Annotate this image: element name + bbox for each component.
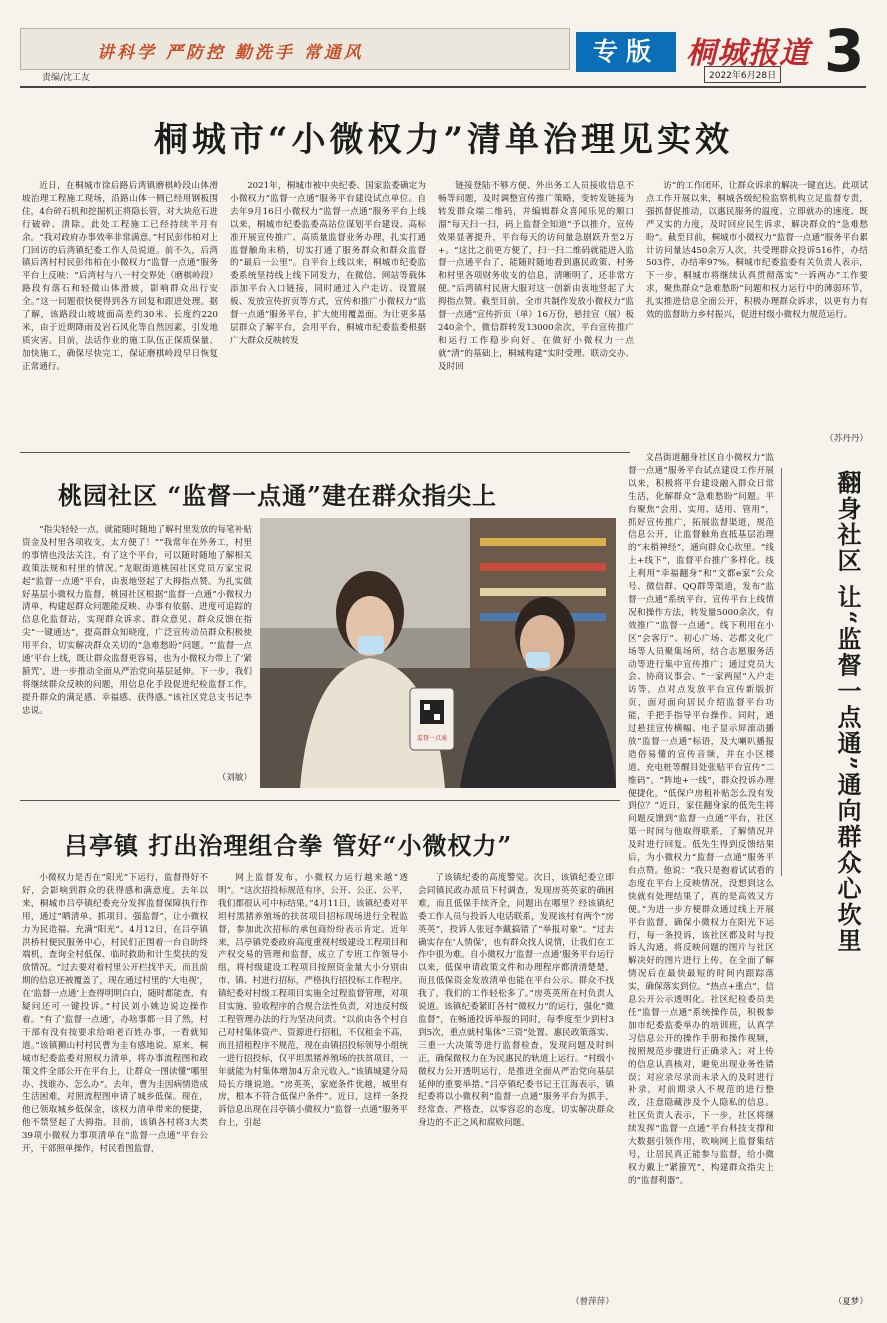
issue-date: 2022年6月28日: [704, 66, 781, 83]
story1-col4: 访”的工作闭环，让群众诉求的解决一键直达。此项试点工作开展以来，桐城各级纪检监察机构立足监督专责，强抓督促推动，以惠民服务的温度、立即就办的速度、既严又实的力度，及时回应民生诉求，解决群众的“急难愁盼”。截至目前，桐城市小微权力“监督一点通”服务平台累计访问量达450余万人次，共受理群众投诉516件，办结503件，办结率97%。桐城市纪委监委有关负责人表示，下一步，桐城市将继续认真贯彻落实“一诉两办”工作要求，聚焦群众“急难愁盼”问题和权力运行中的薄弱环节，扎实推进信息全面公开，积极办理群众诉求，以更有力有效的监督助力乡村振兴，促进村级小微权力规范运行。: [646, 181, 868, 321]
story4-headline: 翻身社区 让“监督一点通”通向群众心坎里: [833, 470, 862, 954]
photo-illustration: [260, 518, 616, 788]
story3-col1: 小微权力是否在“阳光”下运行，监督得好不好，会影响到群众的获得感和满意度。去年以来，桐城市吕亭镇纪委充分发挥监督保障执行作用，通过“晒清单、抓项目、强监督”，让小微权力为民造福、充满“阳光”。4月12日，在吕亭镇洪桥村便民服务中心，村民们正围着一台自助终端机，查询全村低保、临时救助和计生奖扶的发放情况。“过去要对着村里公开栏找半天，而且前期的信息还被覆盖了，现在通过村里的‘大电视’，在‘监督一点通’上查得明明白白，随时都能查，有疑问还可一键投诉。”村民刘小姚边说边操作着。“有了‘监督一点通’，办啥事都一目了然，村干部有没有按要求给咱老百姓办事，一看就知道。”该镇狮山村村民曹为圭有感地说。原来，桐城市纪委监委对照权力清单，将办事流程图和政策文件全部公开在平台上，让群众一图读懂“哪里办、找谁办、怎么办”。去年，曹为圭因病情造成生活困难，对照流程图申请了城乡低保。现在，他已领取城乡低保金，该权力清单带来的便捷，他不禁竖起了大拇指。目前，该镇各村将3大类39项小微权力事项清单在“监督一点通”平台公开，干部照单操作，村民看图监督，: [22, 873, 208, 1155]
vertical-divider: [781, 468, 782, 876]
story2-body: “指尖轻轻一点，就能随时随地了解村里发放的每笔补贴资金及村里各项收支，太方便了！”“我常年在外务工，村里的事情也没法关注，有了这个平台，可以随时随地了解相关政策法规和村里的情况。”龙眠街道桃园社区党员万家宝说起“监督一点通”平台，由衷地竖起了大拇指点赞。为扎实做好基层小微权力监督，桃园社区根据“监督一点通”小微权力清单，构建起群众问题能反映、办事有依据、进度可追踪的信息化监督站，实现群众诉求、群众意见、群众反馈在指尖“一键通达”，提高群众知晓度，广泛宣传动员群众积极使用平台，切实解决群众关切的“急难愁盼”问题。“‘监督一点通’平台上线，既让群众监督更容易，也为小微权力带上了‘紧箍咒’，进一步推动全面从严治党向基层延伸。下一步，我们将继续群众反映的问题，用信息化手段促进纪检监督工作，提升群众的满足感、幸福感、获得感。”该社区党总支书记李忠说。: [22, 525, 252, 716]
header-rule: [20, 86, 866, 88]
slogan-banner: [20, 28, 570, 70]
story3-headline: 吕亭镇 打出治理组合拳 管好“小微权力”: [64, 831, 513, 860]
story2-byline: （刘敏）: [217, 773, 252, 783]
slogan-text: 讲科学 严防控 勤洗手 常通风: [97, 43, 364, 63]
story3-byline: （曾萍萍）: [571, 1297, 614, 1307]
story2-headline: 桃园社区 “监督一点通”建在群众指尖上: [58, 481, 497, 510]
photo-board-text: 监督一点通: [416, 735, 448, 742]
news-photo: [260, 518, 616, 788]
section-label: 专版: [576, 32, 676, 72]
story3-col3: 了该镇纪委的高度警觉。次日，该镇纪委立即会同镇民政办派员下村调查，发现房英英家的确困难，而且低保手续齐全，问题出在哪里？经该镇纪委工作人员与投诉人电话联系，发现该村有两个“房英英”，投诉人张冠李戴搞错了“举报对象”。“过去确实存在‘人情保’，也有群众找人说情，让我们在工作中很为难。自小微权力‘监督一点通’服务平台运行以来，低保申请政策文件和办理程序都清清楚楚，而且低保资金发放清单也能在平台公示。群众不找我了，我们的工作轻松多了。”房英英所在村负责人说道。该镇纪委紧盯各村“微权力”的运行，强化“微监督”，在畅通投诉举报的同时，每季度至少到村3到5次，重点就村集体“三资”处置、惠民政策落实、三重一大决策等进行监督检查，发现问题及时纠正，确保微权力在为民惠民的轨道上运行。“村级小微权力公开透明运行，是推进全面从严治党向基层延伸的重要举措。”吕亭镇纪委书记王江海表示，镇纪委将以小微权利“监督一点通”服务平台为抓手，经常查、严格查，以零容忍的态度，切实解决群众身边的不正之风和腐败问题。: [418, 873, 614, 1129]
story4-byline: （夏梦）: [833, 1297, 868, 1307]
story1-byline: （苏丹丹）: [825, 434, 868, 444]
story1-col1: 近日，在桐城市徐后路后湾镇磨棋岭段山体滑坡治理工程施工现场，沿路山体一侧已经用钢板围住，4台碎石机和挖掘机正将隐长管，对大块危石进行破碎、清除。此处工程施工已经持续半月有余。“我对政府办事效率非常满意。”村民彭伟柏对上门回访的后湾镇纪委工作人员说道。前不久，后湾镇后湾村村民彭伟柏在小微权力“监督一点通”服务平台上反映：“后湾村与八一村交界处（磨棋岭段）路段有落石和轻微山体滑坡，影响群众出行安全。”这一问题很快便得到各方回复和跟进处理。据了解，该路段山坡坡面高差约30米、长度约220米，由于近期降雨及岩石风化等自然因素，引发地质灾害。目前，法话作业的施工队伍正保质保量、加快施工，确保尽快完工，保证磨棋岭段早日恢复正常通行。: [22, 181, 218, 372]
story1-col2: 2021年，桐城市被中央纪委、国家监委确定为小微权力“监督一点通”服务平台建设试点单位。自去年9月16日小微权力“监督一点通”服务平台上线以来，桐城市纪委监委高站位谋划平台建设、高标准开展宣传推广、高质量监督业务办理，扎实打通监督触角末梢，切实打通了服务群众和群众监督的“最后一公里”。自平台上线以来，桐城市纪委监委系统坚持线上线下同发力，在微信、网站等载体添加平台入口链接，同时通过入户走访、设置展板、发放宣传折页等方式，宣传和推广小微权力“监督一点通”服务平台，扩大使用覆盖面。为让更多基层群众了解平台，会用平台，桐城市纪委监委根据广大群众反映转发: [230, 181, 426, 346]
paper-logo: 桐城报道: [686, 36, 810, 71]
divider: [20, 452, 630, 453]
story4-body: 文昌街道翻身社区自小微权力“监督一点通”服务平台试点建设工作开展以来，积极将平台建设融入群众日常生活，化解群众“急难愁盼”问题。平台聚焦“会用、实用、适用、管用”，抓好宣传推广，拓展监督渠道，规范信息公开，让监督触角直抵基层治理的“末梢神经”，通向群众心坎里。“线上+线下”，监督平台推广多样化。线上利用“幸福翻身”和“文都e家”公众号、微信群、QQ群等渠道，发布“监督一点通”系统平台，宣传平台上线情况和操作方法，转发量5000余次，有效推广“监督一点通”。线下利用在小区“会客厅”、初心广场、芯都文化广场等人员聚集场所，结合志愿服务活动等进行集中宣传推广；通过党员大会、协商议事会、“一家两屋”入户走访等，点对点发放平台宣传新版折页，面对面向居民介绍监督平台功能，手把手指导平台操作。同时，通过悬挂宣传横幅、电子显示屏滚动播放“监督一点通”标语，及大喇叭播报造俗易懂的宣传音频，并在小区楼道、充电桩等醒目处张贴平台宣传“二维码”。“阵地+一线”，群众投诉办理便捷化。“低保户房租补贴怎么没有发到位？”近日，家住翻身家的低先生将问题反馈到“监督一点通”平台，社区第一时间与他取得联系，了解情况并及时进行回复。低先生得到反馈结果后，为小微权力“监督一点通”服务平台点赞。他说：“我只是抱着试试看的态度在平台上反映情况，没想到这么快就有处理结果了，真的是高效又方便。”为进一步方便群众通过线上开展平台监督，确保小微权力在阳光下运行，每一条投诉，该社区都及时与投诉人沟通，将反映问题的图片与社区解决好的图片进行上传，在全面了解情况后在最快最短的时间内跟踪落实，确保落实到位。“热点+重点”，信息公开公示透明化。社区纪检委员美任“监督一点通”系统操作员，积极参加市纪委监委举办的培训班，认真学习信息公开的操作手册和操作视频，按照规范步骤进行正确录入；对上传的信息认真核对，避免出现业务性错误；对应录尽录而未录入的及时进行补录，对前期录入不规范的进行整改，注意隐藏涉及个人隐私的信息。社区负责人表示，下一步，社区将继续发挥“监督一点通”平台科技支撑和大数据引领作用，吹响网上监督集结号，让居民真正能参与监督，给小微权力戴上“紧箍咒”，构建群众指尖上的“监督利器”。: [628, 453, 774, 1186]
story3-col2: 网上监督发布，小微权力运行越来越“透明”。“这次招投标规范有序，公开、公正、公平，我们都很认可中标结果。”4月11日，该镇纪委对平坦村黑猪养殖场的扶贫项目招标现场进行全程监督，参加此次招标的承包商纷纷表示肯定。近年来，吕亭镇党委政府高度重视村级建设工程项目和产权交易的管理和监督，成立了专班工作领导小组，将村级建设工程项目按照资金量大小分别由市、镇、村进行招标，严格执行招投标工作程序。镇纪委对村级工程项目实施全过程监督管理，对项目实施、验收程序的合规合法性负责，对违反村级工程管理办法的行为坚决问责。“以前由各个村自己对村集体资产、资源进行招租，不仅租金不高，而且招租程序不规范，现在由镇招投标领导小组统一进行招投标，仅平坦黑猪养殖场的扶贫项目，一年就能为村集体增加4万余元收入。”该镇城建分局局长方继说道。“房英英，家庭条件优越，城里有房，根本不符合低保户条件”。近日，这样一条投诉信息出现在吕亭镇小微权力“监督一点通”服务平台上，引起: [218, 873, 408, 1129]
main-headline: 桐城市“小微权力”清单治理见实效: [153, 120, 734, 160]
editor-credit: 责编/沈工友: [42, 73, 91, 83]
story1-col3: 链接登陆不够方便、外出务工人员接收信息不畅等问题，及时调整宣传推广策略，变转发链接为转发群众端二维码，并编辑群众喜闻乐见的顺口溜“每天扫一扫，码上监督全知道”予以推介，宣传效果显著提升，平台每天的访问量急剧跃升至2万+。“这比之前更方便了，扫一扫二维码就能进入监督一点通平台了，能随时随地看到惠民政策、村务和村里各项财务收支的信息，清晰明了，还非常方便。”后湾镇村民唐大服对这一创新由衷地竖起了大拇指点赞。截至目前，全市共制作发放小微权力“监督一点通”宣传折页（单）16万份，悬挂宣（展）板240余个，微信群转发13000余次，平台宣传推广和运行工作稳步向好。在做好小微权力一点就“清”的基础上，桐城构建“实时受理、联动交办、及时回: [438, 181, 634, 372]
page-number: 3: [824, 17, 865, 85]
divider: [20, 800, 620, 801]
